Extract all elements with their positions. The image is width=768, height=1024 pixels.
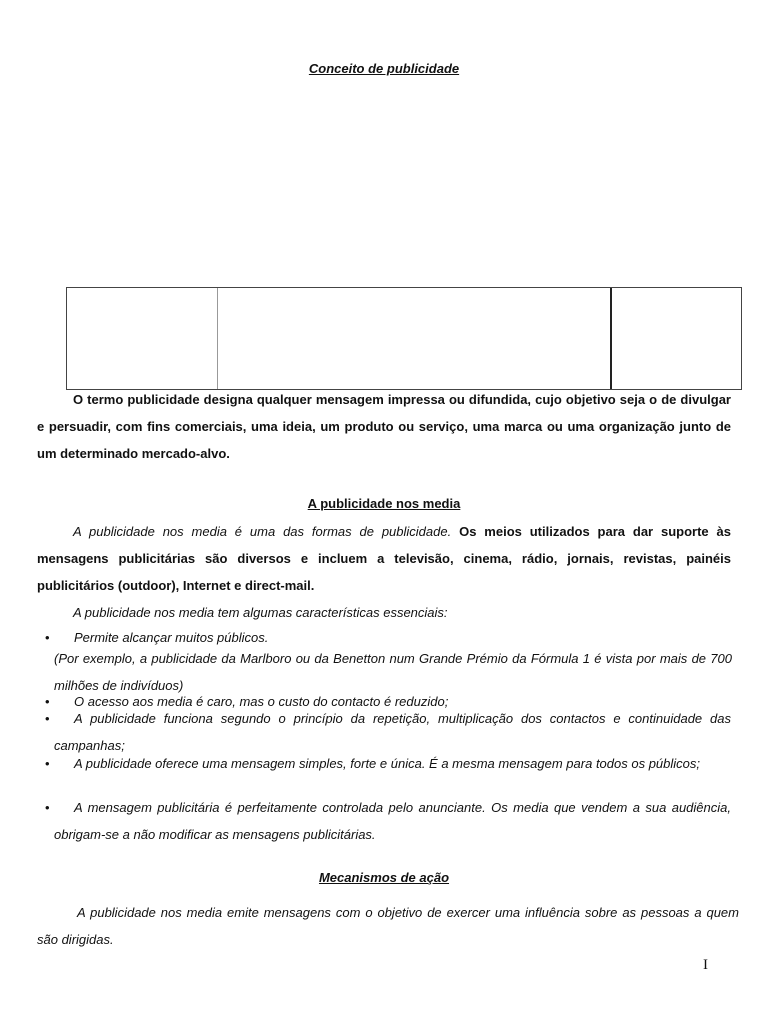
table-cell (67, 288, 218, 389)
list-item (45, 794, 731, 848)
table-cell (612, 288, 741, 389)
list-item-text: O acesso aos media é caro, mas o custo do contacto é reduzido; (74, 694, 449, 709)
bullet-icon: • (45, 800, 50, 815)
section-heading-media: A publicidade nos media (307, 496, 461, 511)
page-title: Conceito de publicidade (308, 61, 460, 76)
intro-paragraph (37, 386, 731, 467)
list-item-body (54, 794, 731, 848)
list-item-body (54, 750, 731, 777)
list-item-text: Permite alcançar muitos públicos. (74, 630, 269, 645)
bullet-icon: • (45, 694, 50, 709)
section-heading-mechanisms: Mecanismos de ação (318, 870, 450, 885)
characteristics-lead-text: A publicidade nos media tem algumas características essenciais: (73, 605, 448, 620)
media-paragraph-italic: A publicidade nos media é uma das formas de publicidade. (73, 524, 452, 539)
bullet-icon: • (45, 630, 50, 645)
intro-paragraph-text: O termo publicidade designa qualquer mensagem impressa ou difundida, cujo objetivo seja o de divulgar e persuadir, com fins comerciais, uma ideia, um produto ou serviço, uma marca ou uma organização junto de um determinado mercado-alvo. (37, 392, 731, 461)
table-cell (218, 288, 612, 389)
empty-table (66, 287, 742, 390)
list-item-text: A mensagem publicitária é perfeitamente controlada pelo anunciante. Os media que vendem a sua audiência, obrigam-se a não modificar as mensagens publicitárias. (54, 800, 731, 842)
page-number: I (703, 957, 708, 973)
bullet-icon: • (45, 711, 50, 726)
list-item-text: A publicidade oferece uma mensagem simples, forte e única. É a mesma mensagem para todos os públicos; (74, 756, 701, 771)
list-item (45, 750, 731, 777)
mechanisms-paragraph (37, 899, 739, 953)
media-paragraph-bold: Os meios utilizados para dar suporte às mensagens publicitárias são diversos e incluem a televisão, cinema, rádio, jornais, revistas, painéis publicitários (outdoor), Internet e direct-mail. (37, 524, 731, 593)
characteristics-lead (37, 599, 731, 626)
example-note: (Por exemplo, a publicidade da Marlboro ou da Benetton num Grande Prémio da Fórmula 1 é vista por mais de 700 milhões de indivíduos) (54, 651, 732, 693)
media-paragraph (37, 518, 731, 599)
list-item-text: A publicidade funciona segundo o princípio da repetição, multiplicação dos contactos e continuidade das campanhas; (54, 711, 731, 753)
bullet-icon: • (45, 756, 50, 771)
mechanisms-paragraph-text: A publicidade nos media emite mensagens com o objetivo de exercer uma influência sobre as pessoas a quem são dirigidas. (37, 905, 739, 947)
